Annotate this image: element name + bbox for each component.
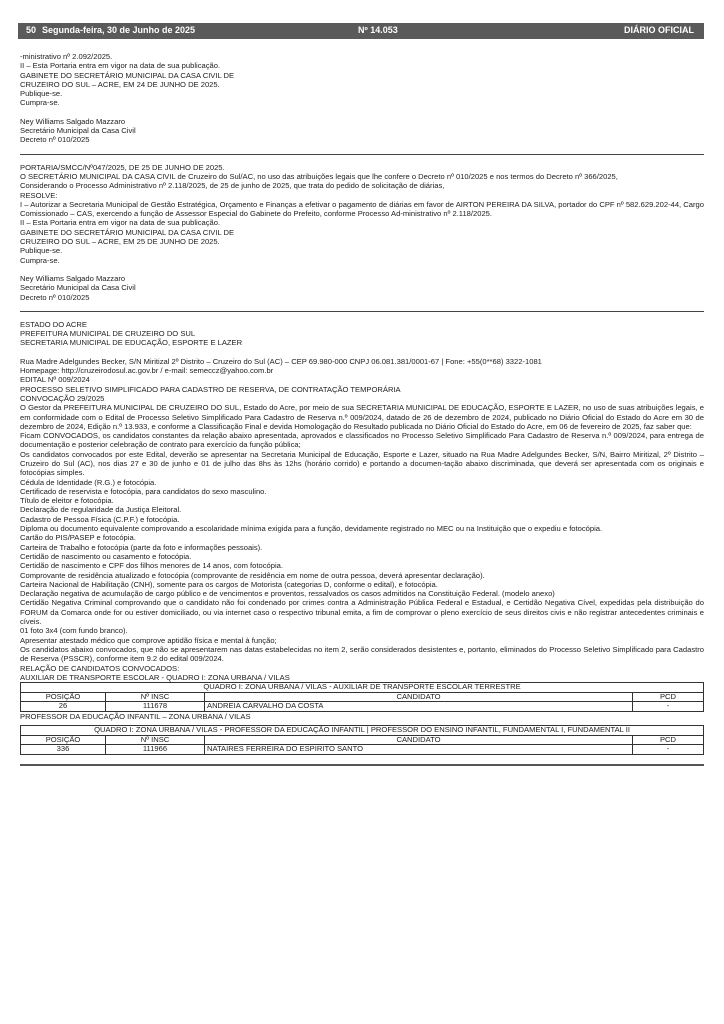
- column-header-posicao: POSIÇÃO: [21, 735, 106, 745]
- text-line: Certificado de reservista e fotocópia, para candidatos do sexo masculino.: [20, 486, 267, 496]
- cell-posicao: 26: [21, 702, 106, 712]
- text-line: Considerando o Processo Administrativo nº 2.118/2025, de 25 de junho de 2025, que trata do pedido de solicitação de diárias,: [20, 181, 445, 191]
- text-line: Título de eleitor e fotocópia.: [20, 496, 114, 506]
- table-row: [21, 745, 704, 755]
- text-line: CRUZEIRO DO SUL – ACRE, EM 25 DE JUNHO DE 2025.: [20, 237, 220, 247]
- column-header-candidato: CANDIDATO: [205, 735, 633, 745]
- column-header-pcd: PCD: [633, 735, 704, 745]
- signature-decree: Decreto nº 010/2025: [20, 135, 90, 145]
- column-header-candidato: CANDIDATO: [205, 692, 633, 702]
- section-divider: [20, 311, 704, 312]
- cell-insc: 111966: [106, 745, 205, 755]
- text-line: Carteira Nacional de Habilitação (CNH), somente para os cargos de Motorista (categorias D, conforme o edital), e fotocópia.: [20, 579, 438, 589]
- header-date: Segunda-feira, 30 de Junho de 2025: [42, 25, 196, 35]
- table-title: PROFESSOR DA EDUCAÇÃO INFANTIL – ZONA URBANA / VILAS: [20, 711, 251, 721]
- text-line: CONVOCAÇÃO 29/2025: [20, 393, 105, 403]
- portaria-title: PORTARIA/SMCC/Nº047/2025, DE 25 DE JUNHO DE 2025.: [20, 162, 225, 172]
- edition-number: Nº 14.053: [358, 25, 398, 35]
- page-header: [18, 23, 704, 39]
- signature-role: Secretário Municipal da Casa Civil: [20, 283, 136, 293]
- text-line: RELAÇÃO DE CANDIDATOS CONVOCADOS:: [20, 663, 180, 673]
- column-header-insc: Nº INSC: [106, 735, 205, 745]
- signature-name: Ney Williams Salgado Mazzaro: [20, 273, 126, 283]
- text-line: Rua Madre Adelgundes Becker, S/N Miritizal 2º Distrito – Cruzeiro do Sul (AC) – CEP 69.980-000 CNPJ 06.081.381/0001-67 | Fone: +55(0**68) 3322-1081: [20, 356, 542, 366]
- text-line: -ministrativo nº 2.092/2025.: [20, 52, 113, 61]
- column-header-posicao: POSIÇÃO: [21, 692, 106, 702]
- text-line: II – Esta Portaria entra em vigor na data de sua publicação.: [20, 61, 221, 71]
- cell-insc: 111678: [106, 702, 205, 712]
- section-divider: [20, 154, 704, 155]
- table-caption: QUADRO I: ZONA URBANA / VILAS - AUXILIAR DE TRANSPORTE ESCOLAR TERRESTRE: [21, 683, 704, 693]
- text-line: 01 foto 3x4 (com fundo branco).: [20, 626, 128, 636]
- text-line: CRUZEIRO DO SUL – ACRE, EM 24 DE JUNHO DE 2025.: [20, 79, 220, 89]
- text-line: GABINETE DO SECRETÁRIO MUNICIPAL DA CASA CIVIL DE: [20, 70, 235, 80]
- text-line: Publique-se.: [20, 246, 63, 256]
- text-line: Carteira de Trabalho e fotocópia (parte da foto e informações pessoais).: [20, 542, 263, 552]
- candidates-table-professor: [20, 725, 704, 755]
- text-line: PROCESSO SELETIVO SIMPLIFICADO PARA CADASTRO DE RESERVA, DE CONTRATAÇÃO TEMPORÁRIA: [20, 384, 401, 394]
- text-line: EDITAL Nº 009/2024: [20, 375, 90, 385]
- text-line: Os candidatos abaixo convocados, que não se apresentarem nas datas estabelecidas no item 2, serão considerados desistentes e, portanto, eliminados do Processo Seletivo Simplificado para Cadastro de Reserva (PSSCR), conforme item 9.2 do edital 009/2024.: [20, 644, 704, 664]
- cell-posicao: 336: [21, 745, 106, 755]
- heading-line: SECRETARIA MUNICIPAL DE EDUCAÇÃO, ESPORTE E LAZER: [20, 338, 243, 348]
- text-line: Certidão de nascimento e CPF dos filhos menores de 14 anos, com fotocópia.: [20, 561, 283, 571]
- heading-line: ESTADO DO ACRE: [20, 319, 87, 329]
- publication-title: DIÁRIO OFICIAL: [624, 25, 694, 35]
- text-line: Declaração negativa de acumulação de cargo público e de vencimentos e proventos, ressalvados os casos admitidos na Constituição Federal. (modelo anexo): [20, 589, 555, 599]
- portaria-047: [20, 163, 704, 302]
- cell-pcd: -: [633, 745, 704, 755]
- text-line: O Gestor da PREFEITURA MUNICIPAL DE CRUZEIRO DO SUL, Estado do Acre, por meio de sua SECRETARIA MUNICIPAL DE EDUCAÇÃO, ESPORTE E LAZER, no uso de suas atribuições legais, e em conformidade com o Edital de Processo Seletivo Simplificado Para Cadastro de Reserva n.º 009/2024, datado de 26 de dezembro de 2024, publicado no Diário Oficial do Estado do Acre em 30 de dezembro de 2024, Edição n.º 13.933, e conforme a Classificação Final e devida Homologação do Resultado publicada no Diário Oficial do Estado do Acre, em 06 de fevereiro de 2025, faz saber que:: [20, 403, 704, 431]
- text-line: II – Esta Portaria entra em vigor na data de sua publicação.: [20, 218, 221, 228]
- signature-name: Ney Williams Salgado Mazzaro: [20, 116, 126, 126]
- column-header-pcd: PCD: [633, 692, 704, 702]
- text-line: Os candidatos convocados por este Edital, deverão se apresentar na Secretaria Municipal de Educação, Esporte e Lazer, situado na Rua Madre Adelgundes Becker, S/N, Bairro Miritizal, 2º Distrito – Cruzeiro do Sul (AC), nos dias 27 e 30 de junho e 01 de julho das 8hs às 12hs (horário corrido) e portando a documen-tação abaixo discriminada, que deverá ser apresentada com os originais e fotocópias simples.: [20, 449, 704, 478]
- text-line: Declaração de regularidade da Justiça Eleitoral.: [20, 505, 182, 515]
- text-line: Cédula de Identidade (R.G.) e fotocópia.: [20, 477, 157, 487]
- text-line: Certidão de nascimento ou casamento e fotocópia.: [20, 551, 192, 561]
- text-line: I – Autorizar a Secretaria Municipal de Gestão Estratégica, Orçamento e Finanças a efetivar o pagamento de diárias em favor de AIRTON PEREIRA DA SILVA, portador do CPF nº 582.629.202-44, Cargo Comissionado – CAS, exercendo a função de Assessor Especial do Gabinete do Prefeito, conforme Processo Ad-ministrativo nº 2.118/2025.: [20, 199, 704, 219]
- cell-pcd: -: [633, 702, 704, 712]
- candidates-table-transporte: [20, 682, 704, 712]
- text-line: Homepage: http://cruzeirodosul.ac.gov.br / e-mail: semeccz@yahoo.com.br: [20, 366, 274, 376]
- page-content: [20, 52, 704, 766]
- text-line: Publique-se.: [20, 89, 63, 99]
- column-header-insc: Nº INSC: [106, 692, 205, 702]
- text-line: Cadastro de Pessoa Física (C.P.F.) e fotocópia.: [20, 514, 180, 524]
- page-number: 50: [26, 25, 37, 35]
- text-line: Diploma ou documento equivalente comprovando a escolaridade mínima exigida para a função, devidamente registrado no MEC ou na Instituição que o expediu e fotocópia.: [20, 524, 603, 534]
- text-line: Apresentar atestado médico que comprove aptidão física e mental à função;: [20, 635, 277, 645]
- text-line: Cartão do PIS/PASEP e fotocópia.: [20, 533, 136, 543]
- section-divider: [20, 764, 704, 766]
- table-caption: QUADRO I: ZONA URBANA / VILAS - PROFESSOR DA EDUCAÇÃO INFANTIL | PROFESSOR DO ENSINO INFANTIL, FUNDAMENTAL I, FUNDAMENTAL II: [21, 726, 704, 736]
- cell-candidato: ANDREIA CARVALHO DA COSTA: [205, 702, 633, 712]
- text-line: Certidão Negativa Criminal comprovando que o candidato não foi condenado por crimes contra a Administração Pública Federal e Estadual, e Certidão Negativa Cível, expedidas pela distribuição do FORUM da Comarca onde for ou estiver domiciliado, ou via internet caso o respectivo tribunal emita, a fim de comprovar o pleno exercício de seus direitos civis e não registrar antecedentes criminais e cíveis.: [20, 598, 704, 627]
- text-line: GABINETE DO SECRETÁRIO MUNICIPAL DA CASA CIVIL DE: [20, 227, 235, 237]
- text-line: O SECRETÁRIO MUNICIPAL DA CASA CIVIL de Cruzeiro do Sul/AC, no uso das atribuições legais que lhe confere o Decreto nº 010/2025 e nos termos do Decreto nº 366/2025,: [20, 171, 618, 181]
- signature-role: Secretário Municipal da Casa Civil: [20, 126, 136, 136]
- text-line: Cumpra-se.: [20, 255, 60, 265]
- edital-convocacao: [20, 320, 704, 682]
- signature-decree: Decreto nº 010/2025: [20, 292, 90, 302]
- heading-line: PREFEITURA MUNICIPAL DE CRUZEIRO DO SUL: [20, 329, 196, 339]
- cell-candidato: NATAIRES FERREIRA DO ESPIRITO SANTO: [205, 745, 633, 755]
- text-line: RESOLVE:: [20, 190, 58, 200]
- text-line: Ficam CONVOCADOS, os candidatos constantes da relação abaixo apresentada, aprovados e classificados no Processo Seletivo Simplificado Para Cadastro de Reserva n.º 009/2024, para entrega de documentação e posterior celebração de contrato para exercício da função pública;: [20, 431, 704, 450]
- text-line: Comprovante de residência atualizado e fotocópia (comprovante de residência em nome de outra pessoa, deverá apresentar declaração).: [20, 570, 485, 580]
- table-row: [21, 702, 704, 712]
- text-line: AUXILIAR DE TRANSPORTE ESCOLAR - QUADRO I: ZONA URBANA / VILAS: [20, 672, 290, 682]
- portaria-tail: [20, 52, 704, 145]
- text-line: Cumpra-se.: [20, 98, 60, 108]
